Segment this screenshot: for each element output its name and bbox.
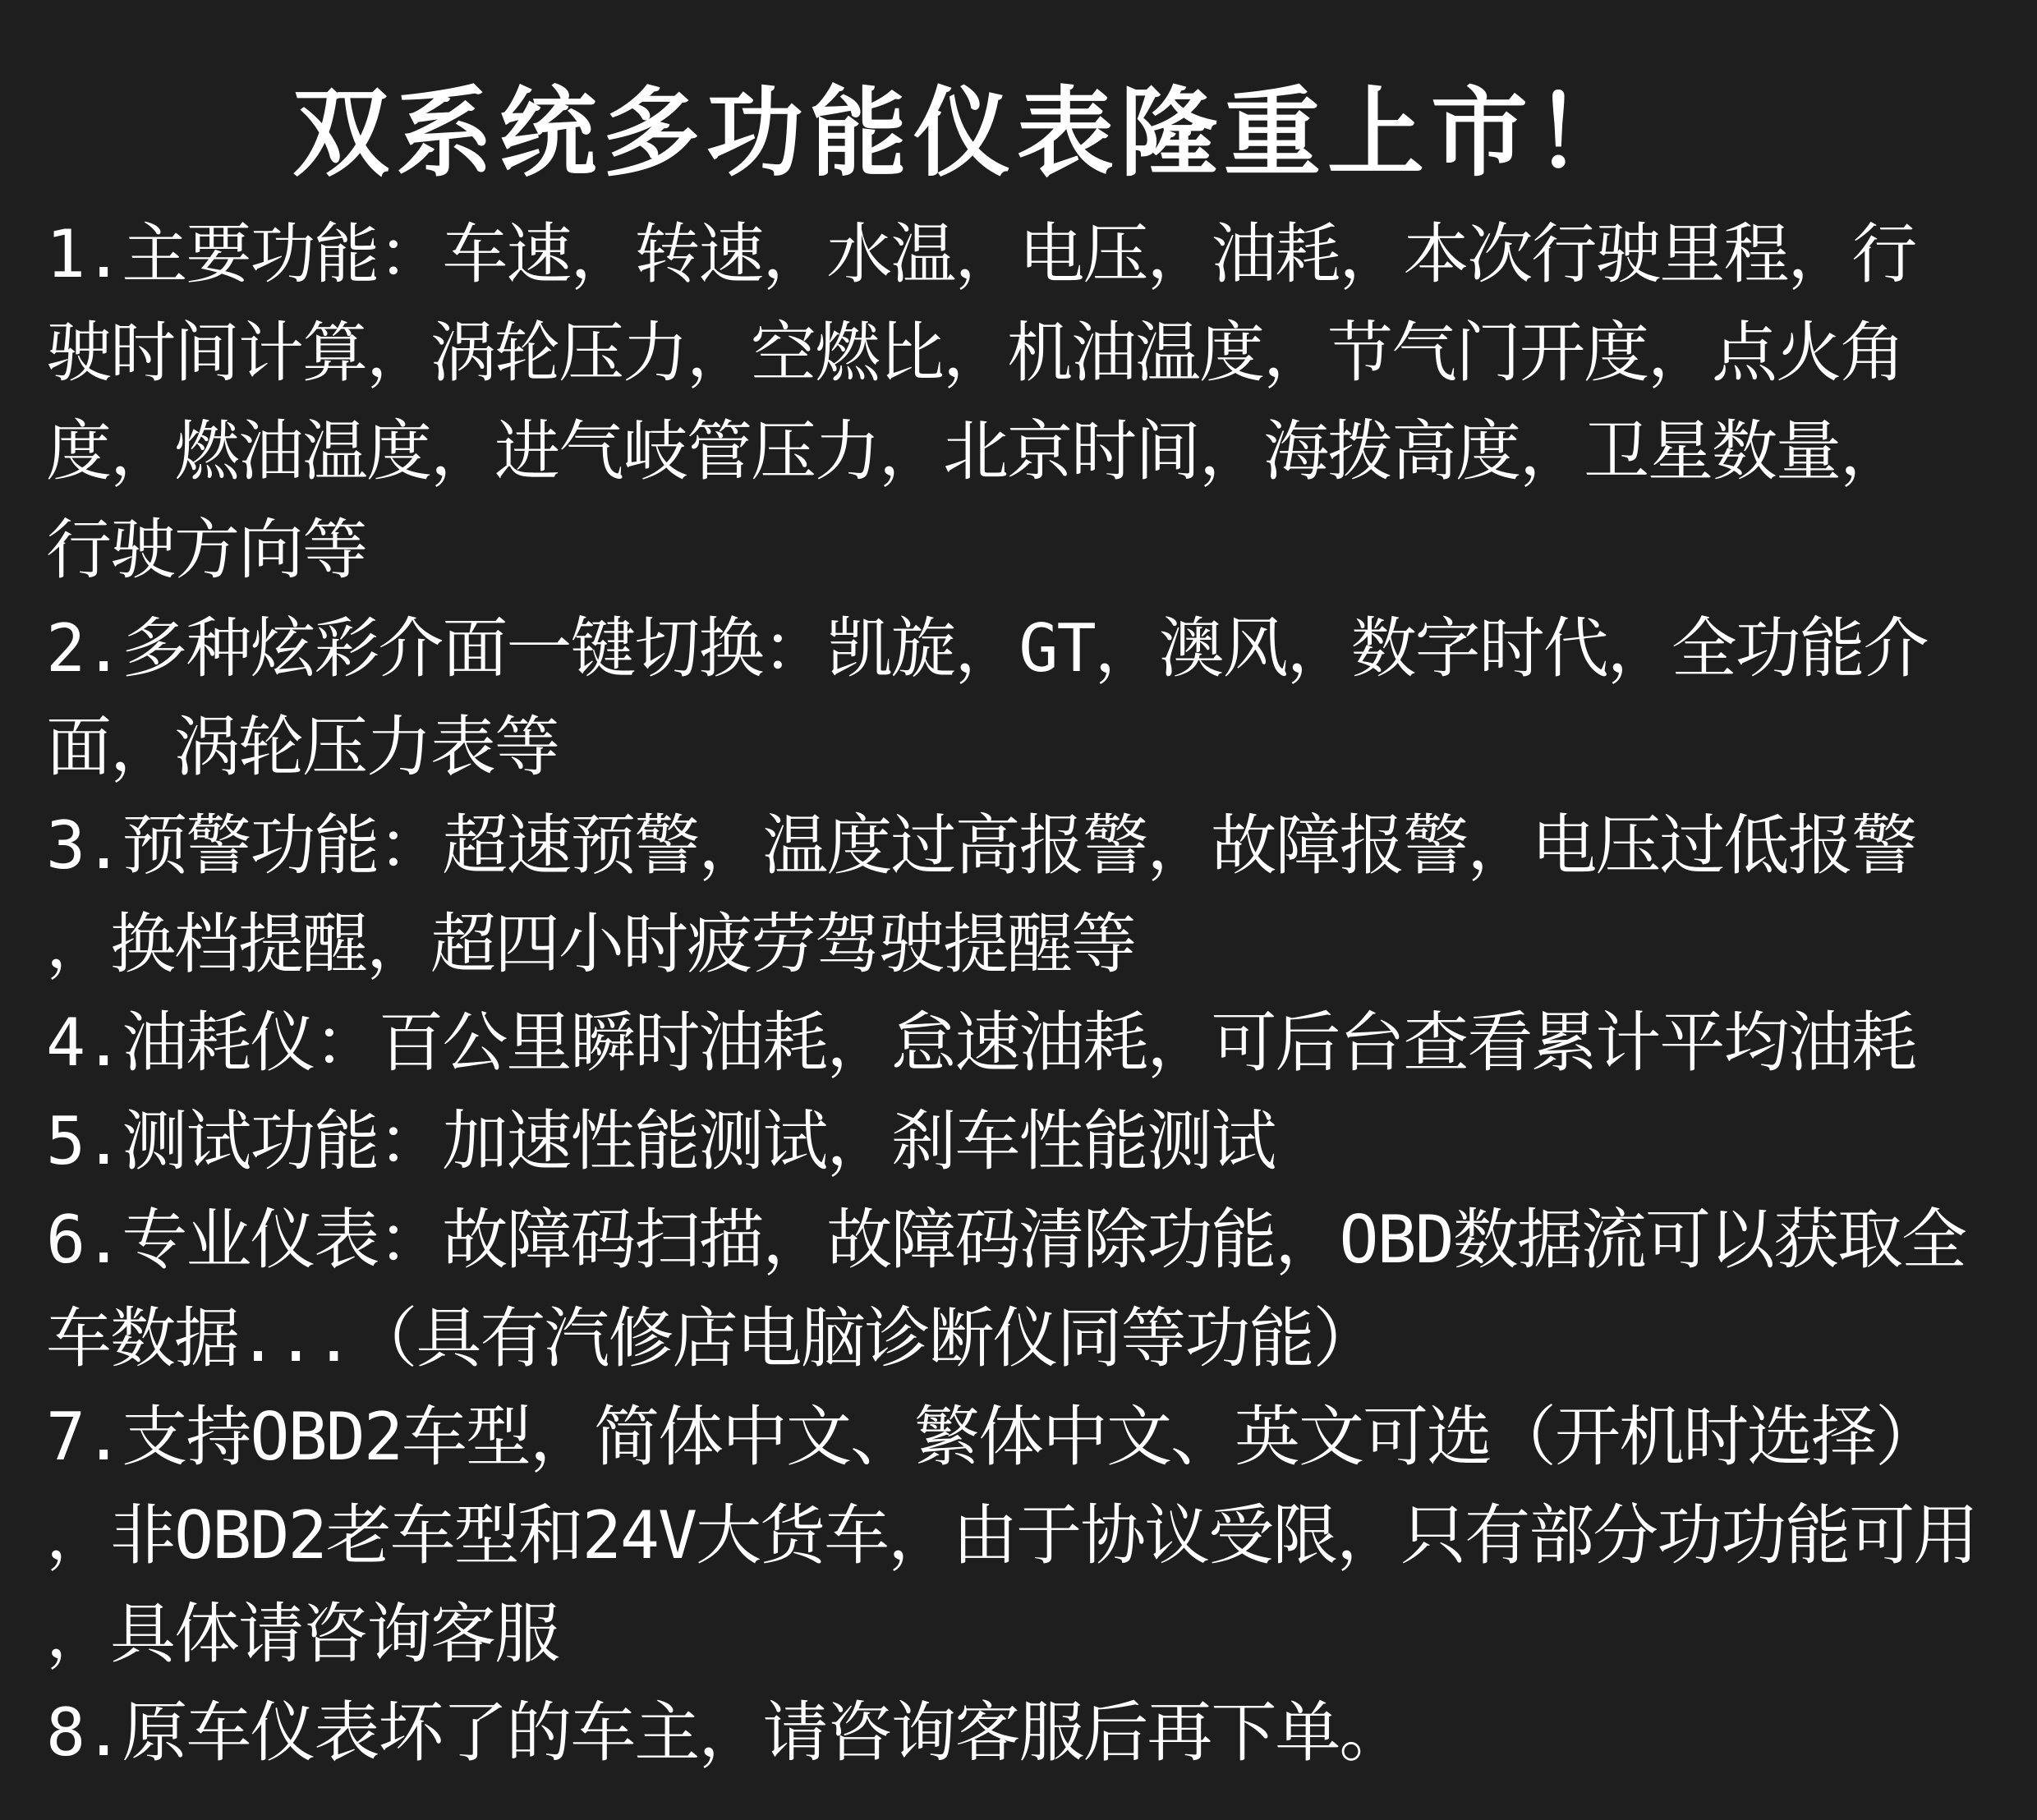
feature-line: 3.预警功能：超速预警，温度过高报警，故障报警，电压过低报警 xyxy=(46,807,1916,884)
feature-line: 行驶方向等 xyxy=(46,512,366,588)
feature-line: ，非OBD2老车型和24V大货车，由于协议受限，只有部分功功能可用 xyxy=(46,1497,1978,1574)
feature-list xyxy=(46,205,2009,1782)
feature-line: 7.支持OBD2车型，简体中文、繁体中文、英文可选（开机时选择） xyxy=(46,1399,1939,1475)
feature-line: 车数据...（具有汽修店电脑诊断仪同等功能） xyxy=(46,1300,1377,1376)
feature-line: 8.原车仪表坏了的车主，请咨询客服后再下单。 xyxy=(46,1694,1404,1771)
page-title: 双系统多功能仪表隆重上市！ xyxy=(292,76,1638,190)
feature-line: ，具体请咨询客服 xyxy=(46,1596,559,1672)
feature-line: 5.测试功能：加速性能测试，刹车性能测试 xyxy=(46,1103,1276,1179)
feature-line: 面，涡轮压力表等 xyxy=(46,709,559,785)
feature-line: 6.专业仪表：故障码扫描，故障码清除功能，OBD数据流可以获取全 xyxy=(46,1202,1966,1278)
feature-line: 4.油耗仪：百公里瞬时油耗，怠速油耗，可后台查看累计平均油耗 xyxy=(46,1004,1916,1081)
feature-line: 度，燃油温度，进气岐管压力，北京时间，海拨高度，卫星数量， xyxy=(46,413,1904,489)
feature-line: 驶时间计算，涡轮压力，空燃比，机油温度，节气门开度，点火角 xyxy=(46,315,1904,391)
feature-line: 2.多种炫彩介面一键切换：凯旋，GT，澳风，数字时代，全功能介 xyxy=(46,610,1928,687)
feature-line: ，换档提醒，超四小时疲劳驾驶提醒等 xyxy=(46,906,1135,982)
feature-line: 1.主要功能：车速，转速，水温，电压，油耗，本次行驶里程，行 xyxy=(46,216,1916,292)
